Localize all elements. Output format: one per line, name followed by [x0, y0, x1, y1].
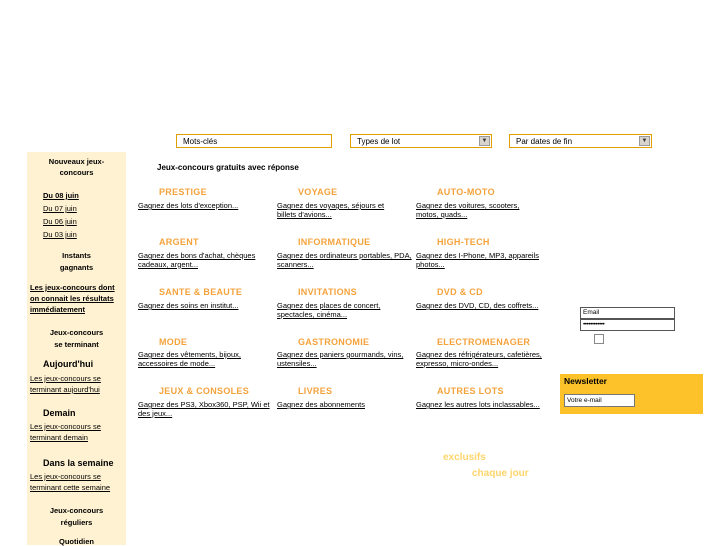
newsletter-placeholder: Votre e-mail	[567, 397, 602, 404]
chevron-down-icon[interactable]: ▼	[639, 136, 650, 146]
instant-results-link[interactable]: Les jeux-concours dont on connait les résultats immédiatement	[30, 283, 115, 314]
instant-winners-heading: Instants gagnants	[59, 251, 94, 272]
category-title[interactable]: INVITATIONS	[298, 287, 357, 297]
tagline: exclusifs	[443, 452, 486, 463]
category-title[interactable]: HIGH-TECH	[437, 237, 490, 247]
category-link[interactable]: Gagnez des paniers gourmands, vins, ustensiles...	[277, 350, 404, 368]
ending-contests-heading: Jeux-concours se terminant	[49, 328, 104, 349]
password-value: ••••••••••••	[583, 321, 605, 328]
week-link[interactable]: Les jeux-concours se terminant cette semaine	[30, 472, 111, 492]
tomorrow-link[interactable]: Les jeux-concours se terminant demain	[30, 422, 101, 442]
tomorrow-heading: Demain	[43, 408, 76, 418]
category-title[interactable]: GASTRONOMIE	[298, 337, 370, 347]
sort-value: Par dates de fin	[516, 137, 573, 146]
category-link[interactable]: Gagnez des voitures, scooters, motos, quads...	[416, 201, 520, 219]
category-title[interactable]: LIVRES	[298, 386, 333, 396]
category-link[interactable]: Gagnez des abonnements	[277, 400, 365, 409]
category-link[interactable]: Gagnez des places de concert, spectacles, cinéma...	[277, 301, 381, 319]
category-link[interactable]: Gagnez des lots d'exception...	[138, 201, 239, 210]
newsletter-box	[560, 374, 703, 414]
category-title[interactable]: INFORMATIQUE	[298, 237, 371, 247]
category-link[interactable]: Gagnez des bons d'achat, chèques cadeaux, argent...	[138, 251, 256, 269]
tagline: chaque jour	[472, 468, 529, 479]
category-title[interactable]: SANTE & BEAUTE	[159, 287, 243, 297]
prize-type-select[interactable]	[350, 134, 492, 148]
keywords-input[interactable]	[176, 134, 332, 148]
today-link[interactable]: Les jeux-concours se terminant aujourd'hui	[30, 374, 101, 394]
email-input[interactable]	[580, 307, 675, 319]
date-link[interactable]: Du 07 juin	[43, 204, 77, 213]
sort-select[interactable]	[509, 134, 652, 148]
category-link[interactable]: Gagnez des ordinateurs portables, PDA, scanners...	[277, 251, 412, 269]
category-title[interactable]: VOYAGE	[298, 187, 338, 197]
category-link[interactable]: Gagnez des soins en institut...	[138, 301, 239, 310]
category-link[interactable]: Gagnez les autres lots inclassables...	[416, 400, 540, 409]
category-title[interactable]: JEUX & CONSOLES	[159, 386, 250, 396]
newsletter-email-input[interactable]	[564, 394, 635, 407]
keywords-placeholder: Mots-clés	[183, 137, 218, 146]
category-title[interactable]: ELECTROMENAGER	[437, 337, 531, 347]
date-link[interactable]: Du 08 juin	[43, 191, 79, 200]
sidebar	[27, 152, 126, 545]
new-contests-heading: Nouveaux jeux-concours	[48, 157, 105, 177]
remember-checkbox[interactable]	[594, 334, 604, 344]
page-title: Jeux-concours gratuits avec réponse	[157, 163, 299, 172]
category-title[interactable]: PRESTIGE	[159, 187, 207, 197]
date-link[interactable]: Du 06 juin	[43, 217, 77, 226]
newsletter-title: Newsletter	[564, 376, 607, 386]
category-title[interactable]: ARGENT	[159, 237, 199, 247]
category-link[interactable]: Gagnez des vêtements, bijoux, accessoires de mode...	[138, 350, 241, 368]
category-title[interactable]: AUTRES LOTS	[437, 386, 504, 396]
chevron-down-icon[interactable]: ▼	[479, 136, 490, 146]
category-link[interactable]: Gagnez des PS3, Xbox360, PSP, Wii et des jeux...	[138, 400, 270, 418]
category-link[interactable]: Gagnez des DVD, CD, des coffrets...	[416, 301, 539, 310]
week-heading: Dans la semaine	[43, 458, 114, 468]
regular-contests-heading: Jeux-concours réguliers	[49, 506, 104, 527]
email-placeholder: Email	[583, 309, 600, 316]
daily-heading: Quotidien	[59, 537, 94, 546]
category-title[interactable]: AUTO-MOTO	[437, 187, 495, 197]
category-title[interactable]: MODE	[159, 337, 188, 347]
category-link[interactable]: Gagnez des I-Phone, MP3, appareils photos...	[416, 251, 539, 269]
today-heading: Aujourd'hui	[43, 359, 94, 369]
category-link[interactable]: Gagnez des réfrigérateurs, cafetières, expresso, micro-ondes...	[416, 350, 542, 368]
category-title[interactable]: DVD & CD	[437, 287, 483, 297]
password-input[interactable]	[580, 319, 675, 331]
date-link[interactable]: Du 03 juin	[43, 230, 77, 239]
category-link[interactable]: Gagnez des voyages, séjours et billets d'avions...	[277, 201, 385, 219]
prize-type-value: Types de lot	[357, 137, 401, 146]
